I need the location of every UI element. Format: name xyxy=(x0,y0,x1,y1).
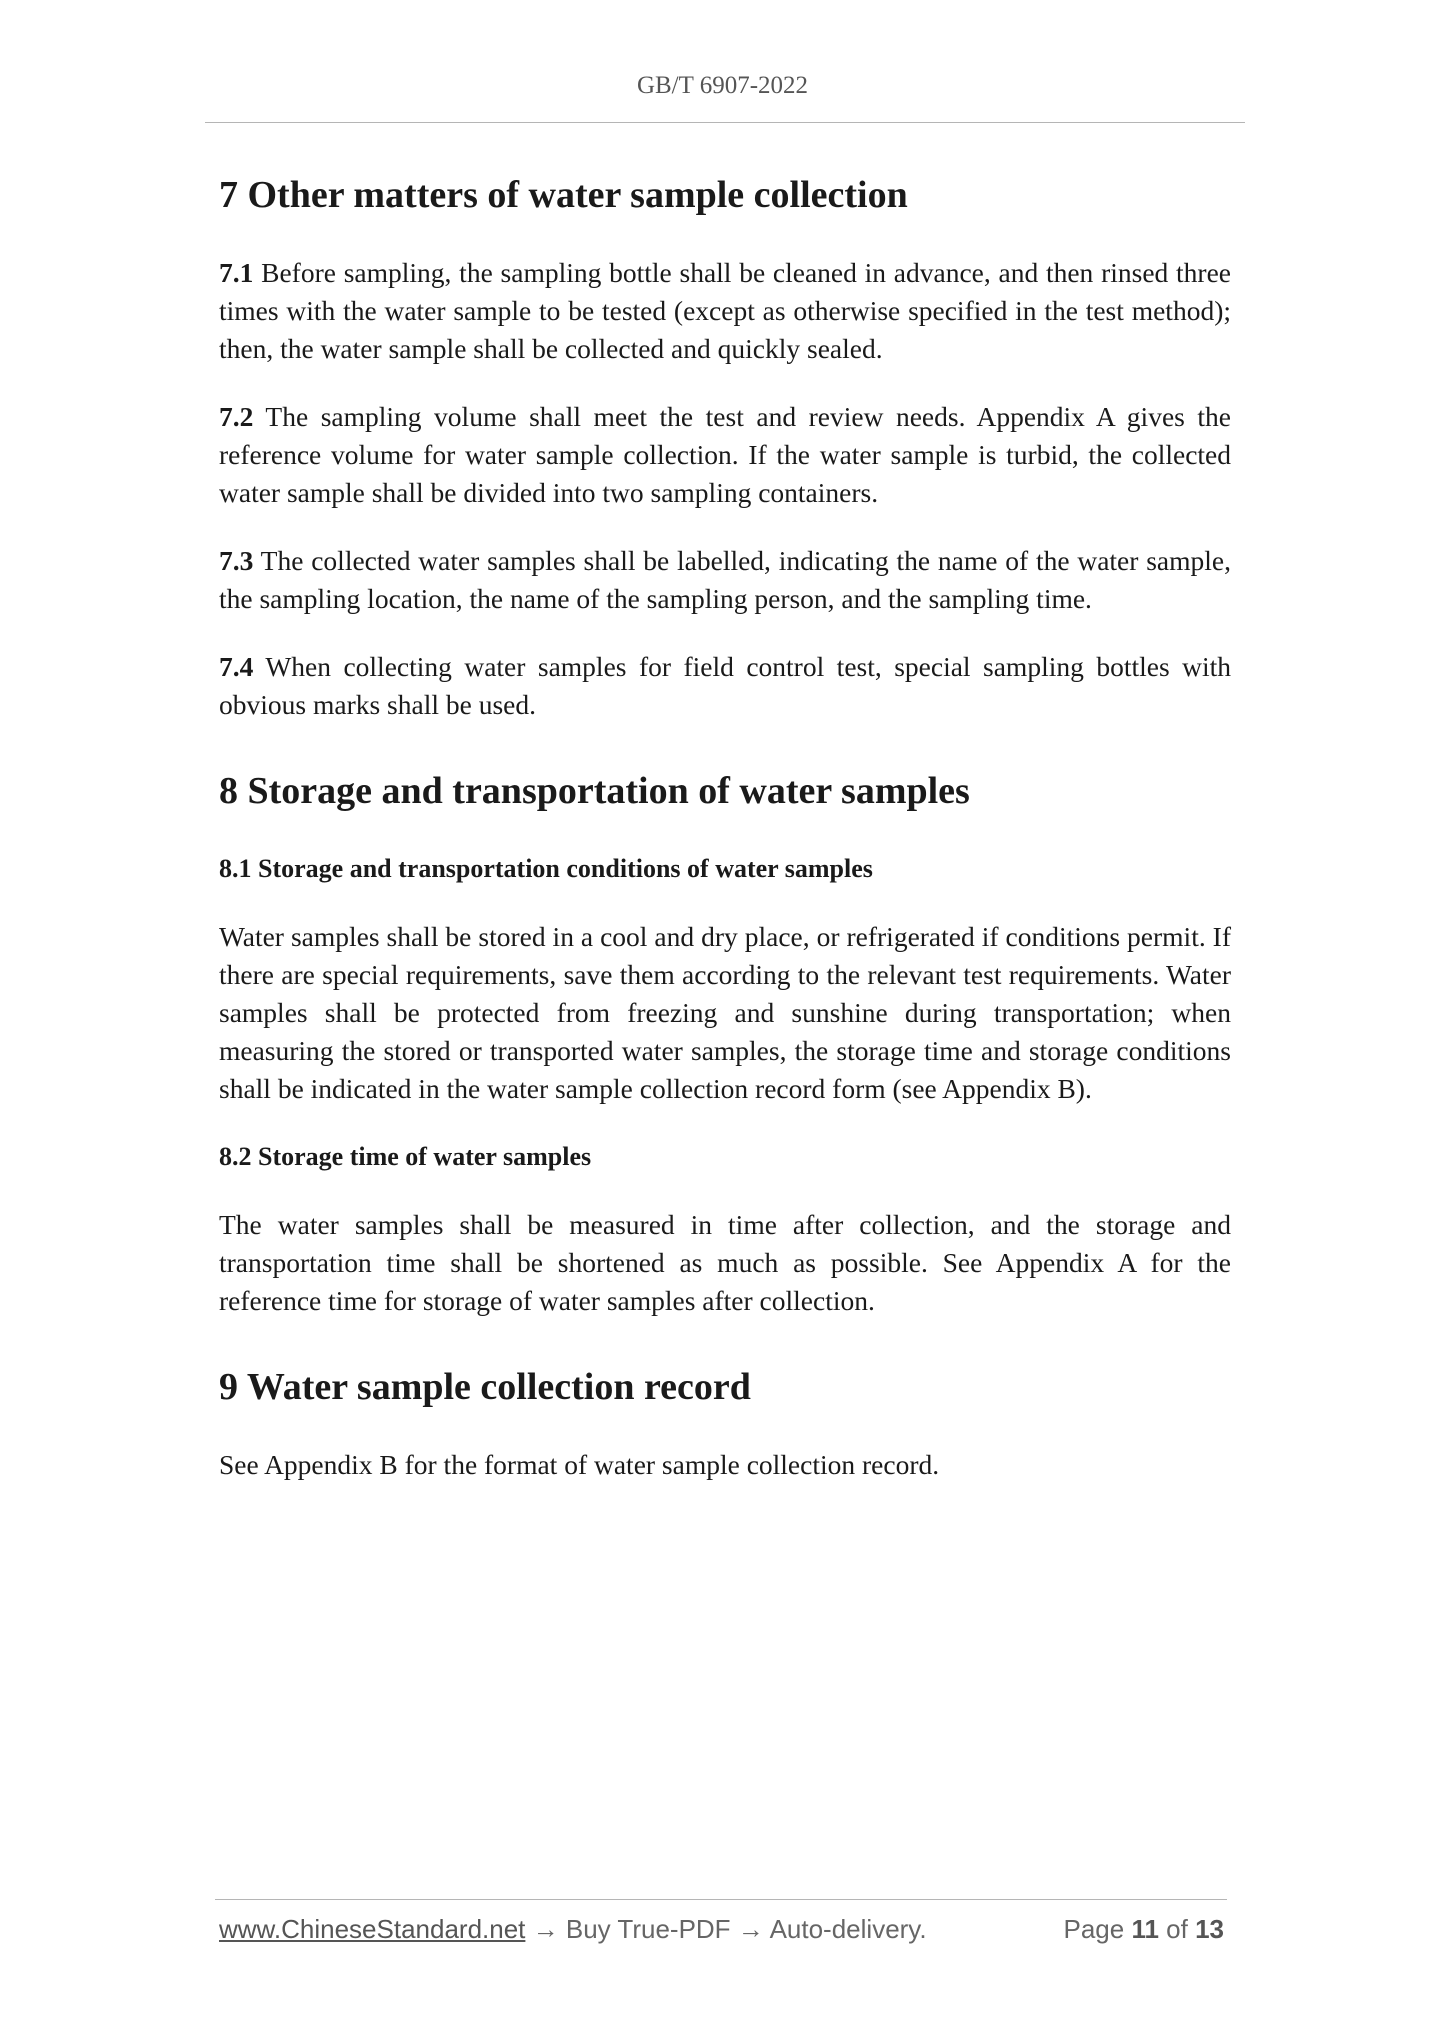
page-indicator xyxy=(1063,1914,1224,1945)
subsection-8-2-text: The water samples shall be measured in time after collection, and the storage and transportation time shall be shortened as much as possible. See Appendix A for the reference time for storage of water samples after collection. xyxy=(219,1209,1231,1316)
page-footer xyxy=(219,1914,1224,1945)
clause-text: Before sampling, the sampling bottle shall be cleaned in advance, and then rinsed three times with the water sample to be tested (except as otherwise specified in the test method); then, the water sample shall be collected and quickly sealed. xyxy=(219,257,1231,364)
clause-text: The collected water samples shall be labelled, indicating the name of the water sample, the sampling location, the name of the sampling person, and the sampling time. xyxy=(219,545,1231,614)
clause-text: When collecting water samples for field control test, special sampling bottles with obvious marks shall be used. xyxy=(219,651,1231,720)
section-7-heading: 7 Other matters of water sample collection xyxy=(219,174,908,216)
subsection-8-1-heading: 8.1 Storage and transportation conditions of water samples xyxy=(219,854,873,883)
page-of-label: of xyxy=(1158,1914,1196,1944)
clause-7-1 xyxy=(219,254,1231,368)
footer-divider xyxy=(215,1899,1227,1900)
clause-number: 7.1 xyxy=(219,257,254,288)
subsection-8-2-heading: 8.2 Storage time of water samples xyxy=(219,1142,592,1171)
section-8-heading: 8 Storage and transportation of water samples xyxy=(219,770,970,812)
website-link[interactable]: www.ChineseStandard.net xyxy=(219,1914,526,1944)
clause-7-3 xyxy=(219,542,1231,618)
clause-7-4 xyxy=(219,648,1231,724)
page-label: Page xyxy=(1063,1914,1132,1944)
section-9-text: See Appendix B for the format of water sample collection record. xyxy=(219,1449,940,1480)
page-current: 11 xyxy=(1131,1914,1159,1944)
page-total: 13 xyxy=(1195,1914,1224,1944)
clause-number: 7.4 xyxy=(219,651,254,682)
subsection-8-1-text: Water samples shall be stored in a cool and dry place, or refrigerated if conditions permit. If there are special requirements, save them according to the relevant test requirements. Water samples shall be protected from freezing and sunshine during transportation; when measuring the stored or transported water samples, the storage time and storage conditions shall be indicated in the water sample collection record form (see Appendix B). xyxy=(219,921,1231,1104)
footer-promo-text: → Buy True-PDF → Auto-delivery. xyxy=(525,1914,927,1944)
section-9-heading: 9 Water sample collection record xyxy=(219,1366,751,1408)
clause-text: The sampling volume shall meet the test and review needs. Appendix A gives the reference volume for water sample collection. If the water sample is turbid, the collected water sample shall be divided into two sampling containers. xyxy=(219,401,1231,508)
clause-number: 7.2 xyxy=(219,401,254,432)
clause-7-2 xyxy=(219,398,1231,512)
document-body xyxy=(219,168,1231,1484)
header-divider xyxy=(205,122,1245,123)
footer-promo xyxy=(219,1914,927,1945)
document-code: GB/T 6907-2022 xyxy=(636,72,809,99)
clause-number: 7.3 xyxy=(219,545,254,576)
